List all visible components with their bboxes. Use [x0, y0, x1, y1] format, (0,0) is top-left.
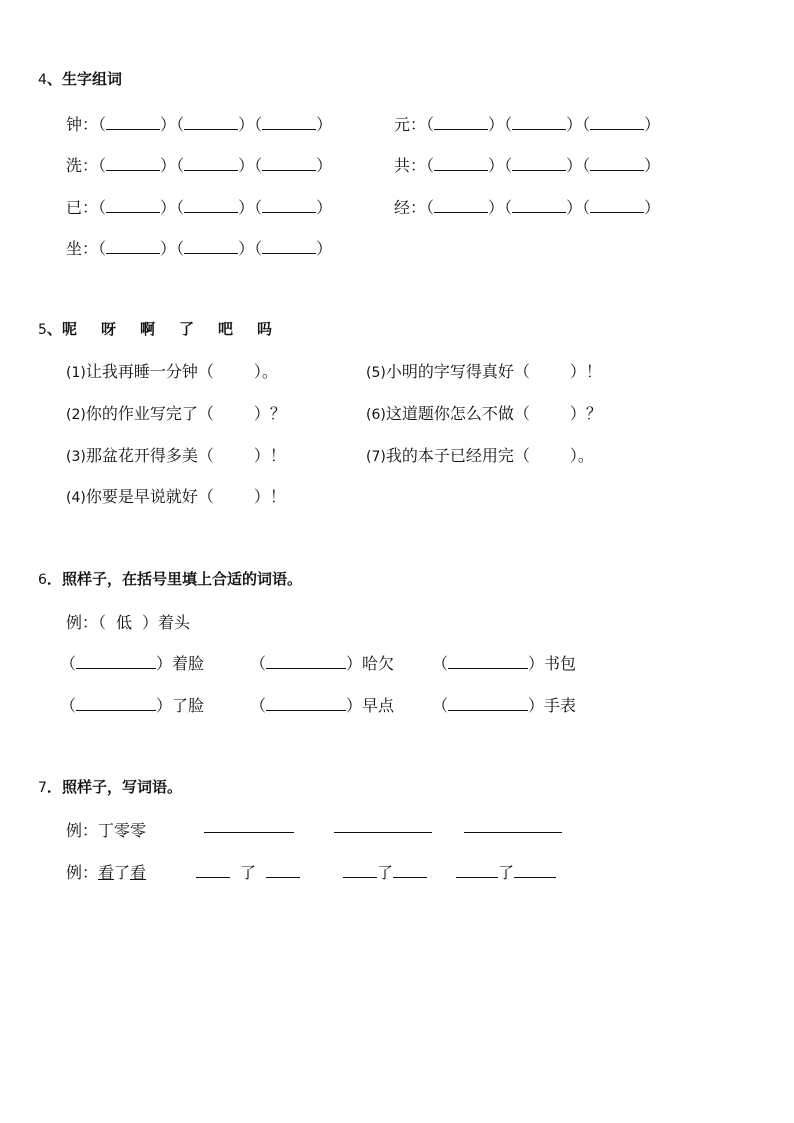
colon: ： — [410, 198, 427, 217]
question-number: (5) — [366, 365, 386, 381]
open-paren: （ — [98, 239, 107, 258]
answer-line[interactable] — [464, 832, 562, 833]
close-paren: ） — [316, 156, 333, 175]
open-paren: （ — [98, 198, 107, 217]
question-number: (2) — [66, 407, 86, 423]
close-paren: ） — [238, 156, 255, 175]
character: 已 — [66, 198, 83, 217]
example-word: 低 — [116, 613, 133, 632]
section-7-number: 7 — [38, 780, 47, 796]
close-paren: ） — [160, 156, 177, 175]
word-group-row — [394, 153, 660, 176]
close-paren: ） — [156, 696, 173, 715]
question-text: 那盆花开得多美 — [85, 446, 198, 465]
answer-blank[interactable] — [184, 115, 238, 130]
fill-question — [66, 359, 278, 382]
close-paren: ） — [316, 198, 333, 217]
open-paren: （ — [60, 696, 77, 715]
close-paren: ） — [644, 198, 661, 217]
item-word: 了脸 — [172, 696, 205, 715]
open-paren: （ — [176, 156, 185, 175]
example-word-part: 了 — [114, 863, 131, 882]
example-row — [66, 610, 190, 633]
section-4-number: 4 — [38, 72, 47, 88]
le-char: 了 — [377, 863, 394, 882]
section-7-title: 照样子，写词语。 — [61, 778, 182, 796]
open-paren: （ — [582, 156, 591, 175]
open-paren: （ — [254, 198, 263, 217]
question-end: ）！ — [253, 446, 286, 465]
open-paren: （ — [426, 156, 435, 175]
example-row — [66, 860, 146, 883]
question-text: 让我再睡一分钟 — [85, 362, 198, 381]
section-7-heading — [38, 776, 182, 797]
example-label: 例： — [66, 863, 99, 882]
section-4-title: 生字组词 — [61, 70, 122, 88]
le-char: 了 — [240, 863, 257, 882]
open-paren: （ — [513, 362, 530, 381]
close-paren: ） — [488, 115, 505, 134]
fill-question — [66, 401, 286, 424]
question-number: (6) — [366, 407, 386, 423]
open-paren: （ — [426, 198, 435, 217]
answer-blank[interactable] — [514, 863, 556, 878]
open-paren: （ — [98, 156, 107, 175]
character: 钟 — [66, 115, 83, 134]
answer-blank[interactable] — [448, 696, 528, 711]
open-paren: （ — [582, 115, 591, 134]
question-end: ）！ — [569, 362, 602, 381]
question-end: ）。 — [569, 446, 594, 465]
word-group-row — [66, 153, 332, 176]
answer-blank[interactable] — [448, 654, 528, 669]
open-paren: （ — [254, 239, 263, 258]
word-option: 啊 — [139, 320, 155, 338]
character: 坐 — [66, 239, 83, 258]
answer-blank[interactable] — [76, 696, 156, 711]
section-5-heading — [38, 318, 272, 339]
open-paren: （ — [60, 654, 77, 673]
section-6-heading — [38, 568, 302, 589]
open-paren: （ — [582, 198, 591, 217]
fill-question — [366, 443, 594, 466]
section-6-number: 6 — [38, 572, 47, 588]
fill-item — [60, 693, 204, 716]
colon: ： — [410, 115, 427, 134]
open-paren: （ — [197, 404, 214, 423]
section-4-separator: 、 — [46, 70, 62, 88]
word-group-row — [394, 112, 660, 135]
word-group-row — [66, 195, 332, 218]
question-text: 小明的字写得真好 — [385, 362, 514, 381]
open-paren: （ — [254, 115, 263, 134]
example-end: ）着头 — [142, 613, 191, 632]
open-paren: （ — [197, 487, 214, 506]
close-paren: ） — [160, 239, 177, 258]
example-word: 丁零零 — [98, 821, 147, 840]
close-paren: ） — [528, 654, 545, 673]
pattern-item — [196, 860, 300, 883]
close-paren: ） — [644, 156, 661, 175]
question-number: (4) — [66, 490, 86, 506]
answer-blank[interactable] — [590, 115, 644, 130]
open-paren: （ — [432, 654, 449, 673]
fill-question — [366, 359, 602, 382]
open-paren: （ — [250, 654, 267, 673]
answer-blank[interactable] — [106, 115, 160, 130]
answer-blank[interactable] — [266, 696, 346, 711]
fill-item — [432, 651, 576, 674]
example-label: 例：（ — [66, 613, 107, 632]
open-paren: （ — [432, 696, 449, 715]
fill-item — [250, 651, 394, 674]
answer-blank[interactable] — [266, 863, 300, 878]
question-number: (1) — [66, 365, 86, 381]
item-word: 手表 — [544, 696, 577, 715]
answer-blank[interactable] — [184, 239, 238, 254]
question-end: ）？ — [253, 404, 286, 423]
open-paren: （ — [176, 239, 185, 258]
word-group-row — [394, 195, 660, 218]
question-text: 你要是早说就好 — [85, 487, 198, 506]
answer-blank[interactable] — [196, 863, 230, 878]
open-paren: （ — [250, 696, 267, 715]
example-word-part: 看 — [98, 863, 115, 882]
open-paren: （ — [504, 198, 513, 217]
example-row — [66, 818, 146, 841]
open-paren: （ — [513, 446, 530, 465]
close-paren: ） — [528, 696, 545, 715]
answer-blank[interactable] — [106, 198, 160, 213]
colon: ： — [82, 156, 99, 175]
word-option: 吗 — [257, 320, 273, 338]
colon: ： — [82, 115, 99, 134]
open-paren: （ — [197, 362, 214, 381]
answer-blank[interactable] — [106, 156, 160, 171]
answer-blank[interactable] — [262, 198, 316, 213]
close-paren: ） — [488, 198, 505, 217]
close-paren: ） — [160, 115, 177, 134]
close-paren: ） — [238, 239, 255, 258]
fill-question — [66, 484, 286, 507]
section-6-title: 照样子，在括号里填上合适的词语。 — [61, 570, 302, 588]
answer-blank[interactable] — [512, 115, 566, 130]
example-label: 例： — [66, 821, 99, 840]
character: 洗 — [66, 156, 83, 175]
question-text: 你的作业写完了 — [85, 404, 198, 423]
item-word: 书包 — [544, 654, 577, 673]
pattern-item — [456, 860, 556, 883]
answer-line[interactable] — [204, 832, 294, 833]
open-paren: （ — [176, 115, 185, 134]
question-end: ）。 — [253, 362, 278, 381]
answer-blank[interactable] — [434, 115, 488, 130]
section-4-heading — [38, 68, 122, 89]
open-paren: （ — [504, 156, 513, 175]
answer-blank[interactable] — [434, 198, 488, 213]
answer-blank[interactable] — [76, 654, 156, 669]
answer-blank[interactable] — [512, 156, 566, 171]
word-group-row — [66, 236, 332, 259]
answer-blank[interactable] — [343, 863, 377, 878]
close-paren: ） — [566, 115, 583, 134]
fill-question — [366, 401, 602, 424]
fill-item — [60, 651, 204, 674]
question-end: ）！ — [253, 487, 286, 506]
le-char: 了 — [498, 863, 515, 882]
word-option: 呀 — [100, 320, 116, 338]
question-text: 我的本子已经用完 — [385, 446, 514, 465]
word-group-row — [66, 112, 332, 135]
fill-item — [432, 693, 576, 716]
open-paren: （ — [504, 115, 513, 134]
close-paren: ） — [644, 115, 661, 134]
answer-blank[interactable] — [590, 156, 644, 171]
answer-blank[interactable] — [106, 239, 160, 254]
item-word: 着脸 — [172, 654, 205, 673]
pattern-item — [343, 860, 427, 883]
answer-blank[interactable] — [512, 198, 566, 213]
open-paren: （ — [98, 115, 107, 134]
open-paren: （ — [254, 156, 263, 175]
question-end: ）？ — [569, 404, 602, 423]
colon: ： — [410, 156, 427, 175]
answer-blank[interactable] — [184, 198, 238, 213]
answer-blank[interactable] — [456, 863, 498, 878]
answer-blank[interactable] — [434, 156, 488, 171]
word-option: 了 — [178, 320, 194, 338]
close-paren: ） — [316, 239, 333, 258]
answer-blank[interactable] — [262, 239, 316, 254]
character: 共 — [394, 156, 411, 175]
answer-blank[interactable] — [393, 863, 427, 878]
answer-blank[interactable] — [262, 156, 316, 171]
example-word-part: 看 — [130, 863, 147, 882]
open-paren: （ — [176, 198, 185, 217]
close-paren: ） — [316, 115, 333, 134]
character: 元 — [394, 115, 411, 134]
item-word: 哈欠 — [362, 654, 395, 673]
character: 经 — [394, 198, 411, 217]
open-paren: （ — [513, 404, 530, 423]
answer-blank[interactable] — [266, 654, 346, 669]
section-7-separator: ． — [46, 778, 62, 796]
colon: ： — [82, 198, 99, 217]
close-paren: ） — [346, 696, 363, 715]
close-paren: ） — [566, 156, 583, 175]
question-text: 这道题你怎么不做 — [385, 404, 514, 423]
fill-item — [250, 693, 394, 716]
item-word: 早点 — [362, 696, 395, 715]
answer-blank[interactable] — [262, 115, 316, 130]
close-paren: ） — [488, 156, 505, 175]
word-option: 呢 — [61, 320, 77, 338]
close-paren: ） — [160, 198, 177, 217]
fill-question — [66, 443, 286, 466]
answer-line[interactable] — [334, 832, 432, 833]
section-6-separator: ． — [46, 570, 62, 588]
question-number: (7) — [366, 449, 386, 465]
close-paren: ） — [566, 198, 583, 217]
open-paren: （ — [197, 446, 214, 465]
close-paren: ） — [156, 654, 173, 673]
close-paren: ） — [346, 654, 363, 673]
section-5-separator: 、 — [46, 320, 62, 338]
answer-blank[interactable] — [184, 156, 238, 171]
section-5-number: 5 — [38, 322, 47, 338]
answer-blank[interactable] — [590, 198, 644, 213]
close-paren: ） — [238, 198, 255, 217]
close-paren: ） — [238, 115, 255, 134]
question-number: (3) — [66, 449, 86, 465]
colon: ： — [82, 239, 99, 258]
open-paren: （ — [426, 115, 435, 134]
word-option: 吧 — [218, 320, 234, 338]
